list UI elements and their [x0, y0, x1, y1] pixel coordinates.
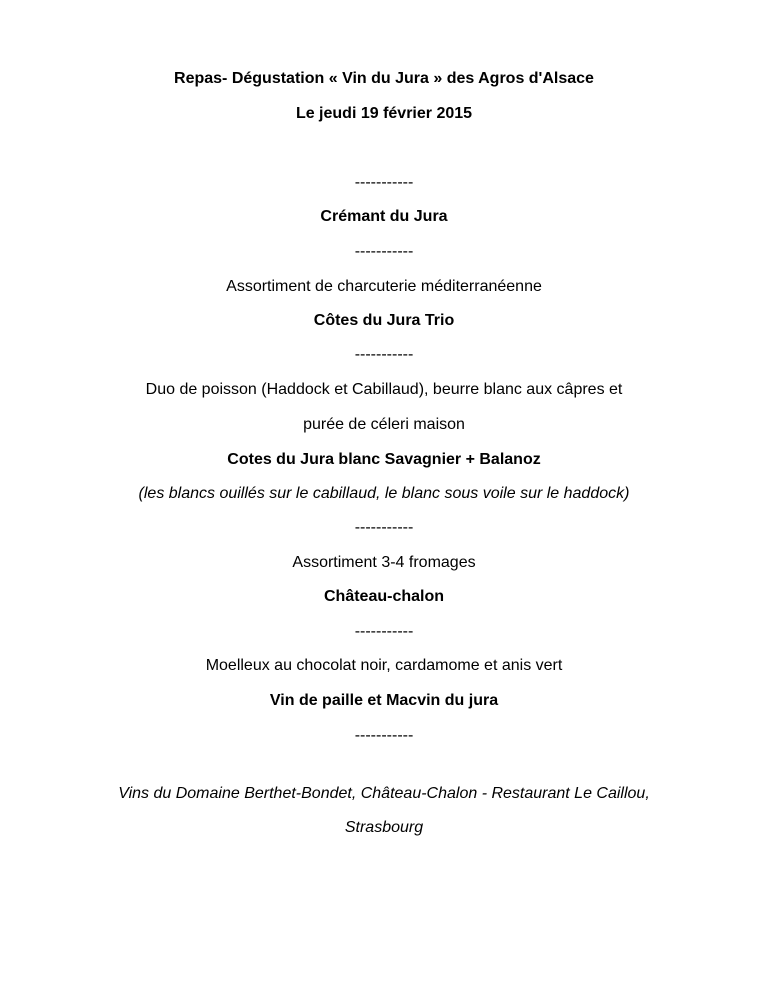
cheese-dish: Assortiment 3-4 fromages — [292, 554, 476, 571]
starter-dish: Assortiment de charcuterie méditerranéenne — [226, 278, 542, 295]
event-date: Le jeudi 19 février 2015 — [295, 105, 473, 122]
dessert-dish: Moelleux au chocolat noir, cardamome et anis vert — [205, 657, 563, 674]
dessert-wine: Vin de paille et Macvin du jura — [269, 692, 499, 709]
separator: ----------- — [354, 623, 414, 640]
separator: ----------- — [354, 346, 414, 363]
main-wine: Cotes du Jura blanc Savagnier + Balanoz — [227, 451, 541, 468]
starter-wine: Côtes du Jura Trio — [313, 312, 455, 329]
aperitif-wine: Crémant du Jura — [320, 208, 448, 225]
separator: ----------- — [354, 174, 414, 191]
main-dish-line-2: purée de céleri maison — [303, 416, 465, 433]
footer-line-2: Strasbourg — [344, 819, 424, 836]
main-wine-note: (les blancs ouillés sur le cabillaud, le blanc sous voile sur le haddock) — [138, 485, 630, 502]
separator: ----------- — [354, 519, 414, 536]
separator: ----------- — [354, 243, 414, 260]
main-dish-line-1: Duo de poisson (Haddock et Cabillaud), beurre blanc aux câpres et — [145, 381, 623, 398]
separator: ----------- — [354, 727, 414, 744]
footer-line-1: Vins du Domaine Berthet-Bondet, Château-Chalon - Restaurant Le Caillou, — [118, 785, 650, 802]
document-title: Repas- Dégustation « Vin du Jura » des Agros d'Alsace — [174, 70, 594, 87]
cheese-wine: Château-chalon — [323, 588, 444, 605]
